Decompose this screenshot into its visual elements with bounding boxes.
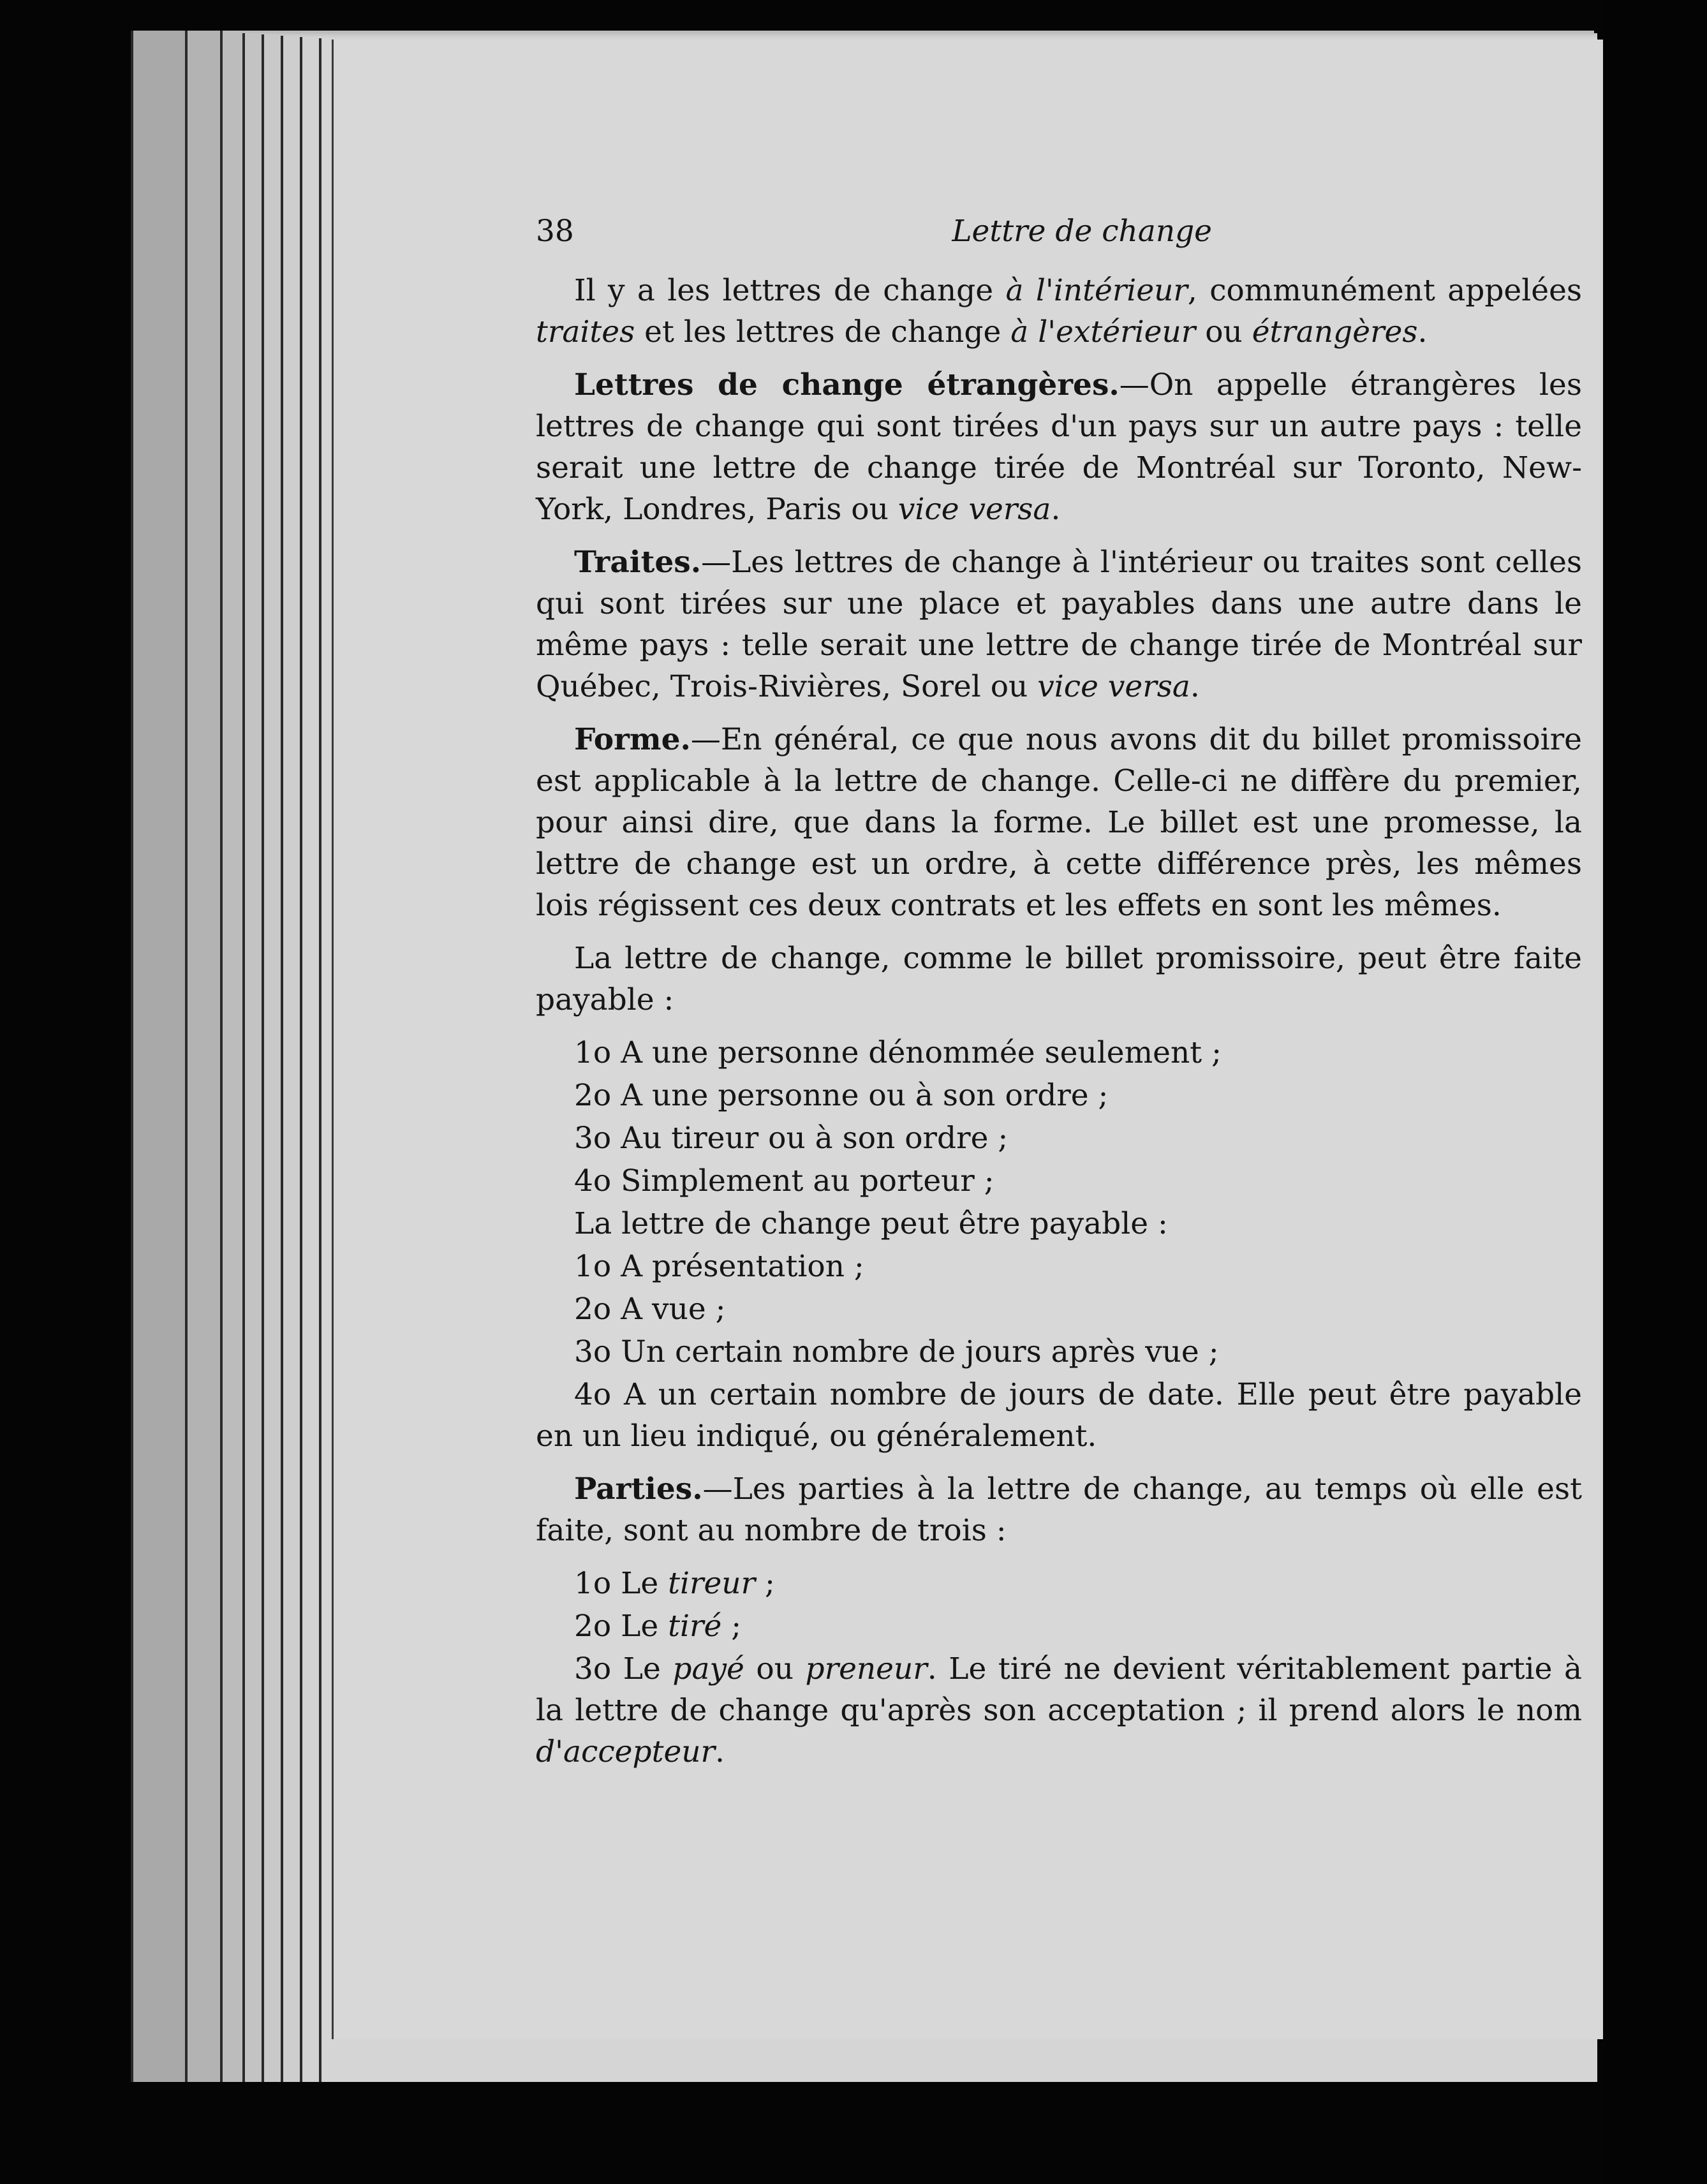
list-item — [536, 1648, 1582, 1773]
text-run: et les lettres de change — [635, 314, 1011, 350]
text-run: ou — [1195, 314, 1252, 350]
text-run: Il y a les lettres de change — [574, 273, 1006, 308]
paragraph-drafts — [536, 542, 1582, 707]
text-run: ; — [755, 1566, 775, 1601]
running-title: Lettre de change — [952, 214, 1212, 249]
paragraph-intro — [536, 270, 1582, 353]
page-number: 38 — [536, 214, 574, 249]
section-heading: Parties. — [574, 1472, 703, 1507]
page-header — [536, 210, 1582, 252]
section-heading: Lettres de change étrangères. — [574, 367, 1120, 402]
list-item — [536, 1563, 1582, 1604]
italic-run: preneur — [805, 1651, 927, 1686]
italic-run: payé — [672, 1651, 744, 1686]
italic-run: traites — [536, 314, 635, 350]
text-run: ou — [744, 1651, 806, 1686]
text-run: . — [1417, 314, 1428, 350]
list-item: 4o A un certain nombre de jours de date. Elle peut être payable en un lieu indiqué, ou généralement. — [536, 1377, 1582, 1454]
text-run: —On appelle étrangères les lettres de change qui sont tirées d'un pays sur un autre pays : telle serait une lettre de change tirée de Montréal sur Toronto, New-York, Londres, Paris ou — [536, 367, 1582, 527]
italic-run: tiré — [668, 1609, 722, 1644]
paragraph-form — [536, 719, 1582, 926]
italic-run: tireur — [668, 1566, 756, 1601]
list-item: 2o A une personne ou à son ordre ; — [574, 1078, 1109, 1113]
italic-run: vice versa — [1037, 669, 1190, 704]
text-run: , communément appelées — [1187, 273, 1582, 308]
italic-run: vice versa — [898, 492, 1051, 527]
text-run: ; — [721, 1609, 742, 1644]
italic-run: à l'extérieur — [1010, 314, 1196, 350]
text-run: —Les lettres de change à l'intérieur ou traites sont celles qui sont tirées sur une place et payables dans une autre dans le même pays : telle serait une lettre de change tirée de Montréal sur Québec, Trois-Rivières, Sorel ou — [536, 545, 1582, 704]
paragraph-timing-intro: La lettre de change peut être payable : — [574, 1206, 1168, 1241]
page-text — [536, 210, 1582, 1784]
text-run: 1o Le — [574, 1566, 669, 1601]
italic-run: étrangères — [1252, 314, 1418, 350]
italic-run: d'accepteur — [536, 1734, 716, 1769]
section-heading: Forme. — [574, 722, 691, 757]
list-item: 3o Un certain nombre de jours après vue ; — [574, 1334, 1219, 1369]
text-run: . — [1190, 669, 1200, 704]
text-run: —En général, ce que nous avons dit du billet promissoire est applicable à la lettre de change. Celle-ci ne diffère du premier, pour ainsi dire, que dans la forme. Le billet est une promesse, la lettre de change est un ordre, à cette différence près, les mêmes lois régissent ces deux contrats et les effets en sont les mêmes. — [536, 722, 1582, 923]
text-run: . — [1051, 492, 1061, 527]
italic-run: à l'intérieur — [1005, 273, 1188, 308]
text-run: —Les parties à la lettre de change, au temps où elle est faite, sont au nombre de trois : — [536, 1472, 1582, 1548]
list-item — [536, 1605, 1582, 1647]
list-item: 4o Simplement au porteur ; — [574, 1163, 994, 1199]
paragraph-parties — [536, 1468, 1582, 1551]
scan-border — [1605, 0, 1707, 2184]
list-item: 3o Au tireur ou à son ordre ; — [574, 1121, 1009, 1156]
paragraph-foreign-bills — [536, 364, 1582, 530]
list-item: 1o A présentation ; — [574, 1249, 864, 1284]
text-run: 3o Le — [574, 1651, 673, 1686]
section-heading: Traites. — [574, 545, 702, 580]
text-run: 2o Le — [574, 1609, 669, 1644]
text-run: . — [715, 1734, 725, 1769]
list-item: 1o A une personne dénommée seulement ; — [574, 1035, 1222, 1070]
text-run: . Le tiré ne devient véritablement partie à la lettre de change qu'après son acceptation ; il prend alors le nom — [536, 1651, 1582, 1728]
list-item: 2o A vue ; — [574, 1292, 726, 1327]
paragraph-payable-intro: La lettre de change, comme le billet promissoire, peut être faite payable : — [536, 941, 1582, 1017]
